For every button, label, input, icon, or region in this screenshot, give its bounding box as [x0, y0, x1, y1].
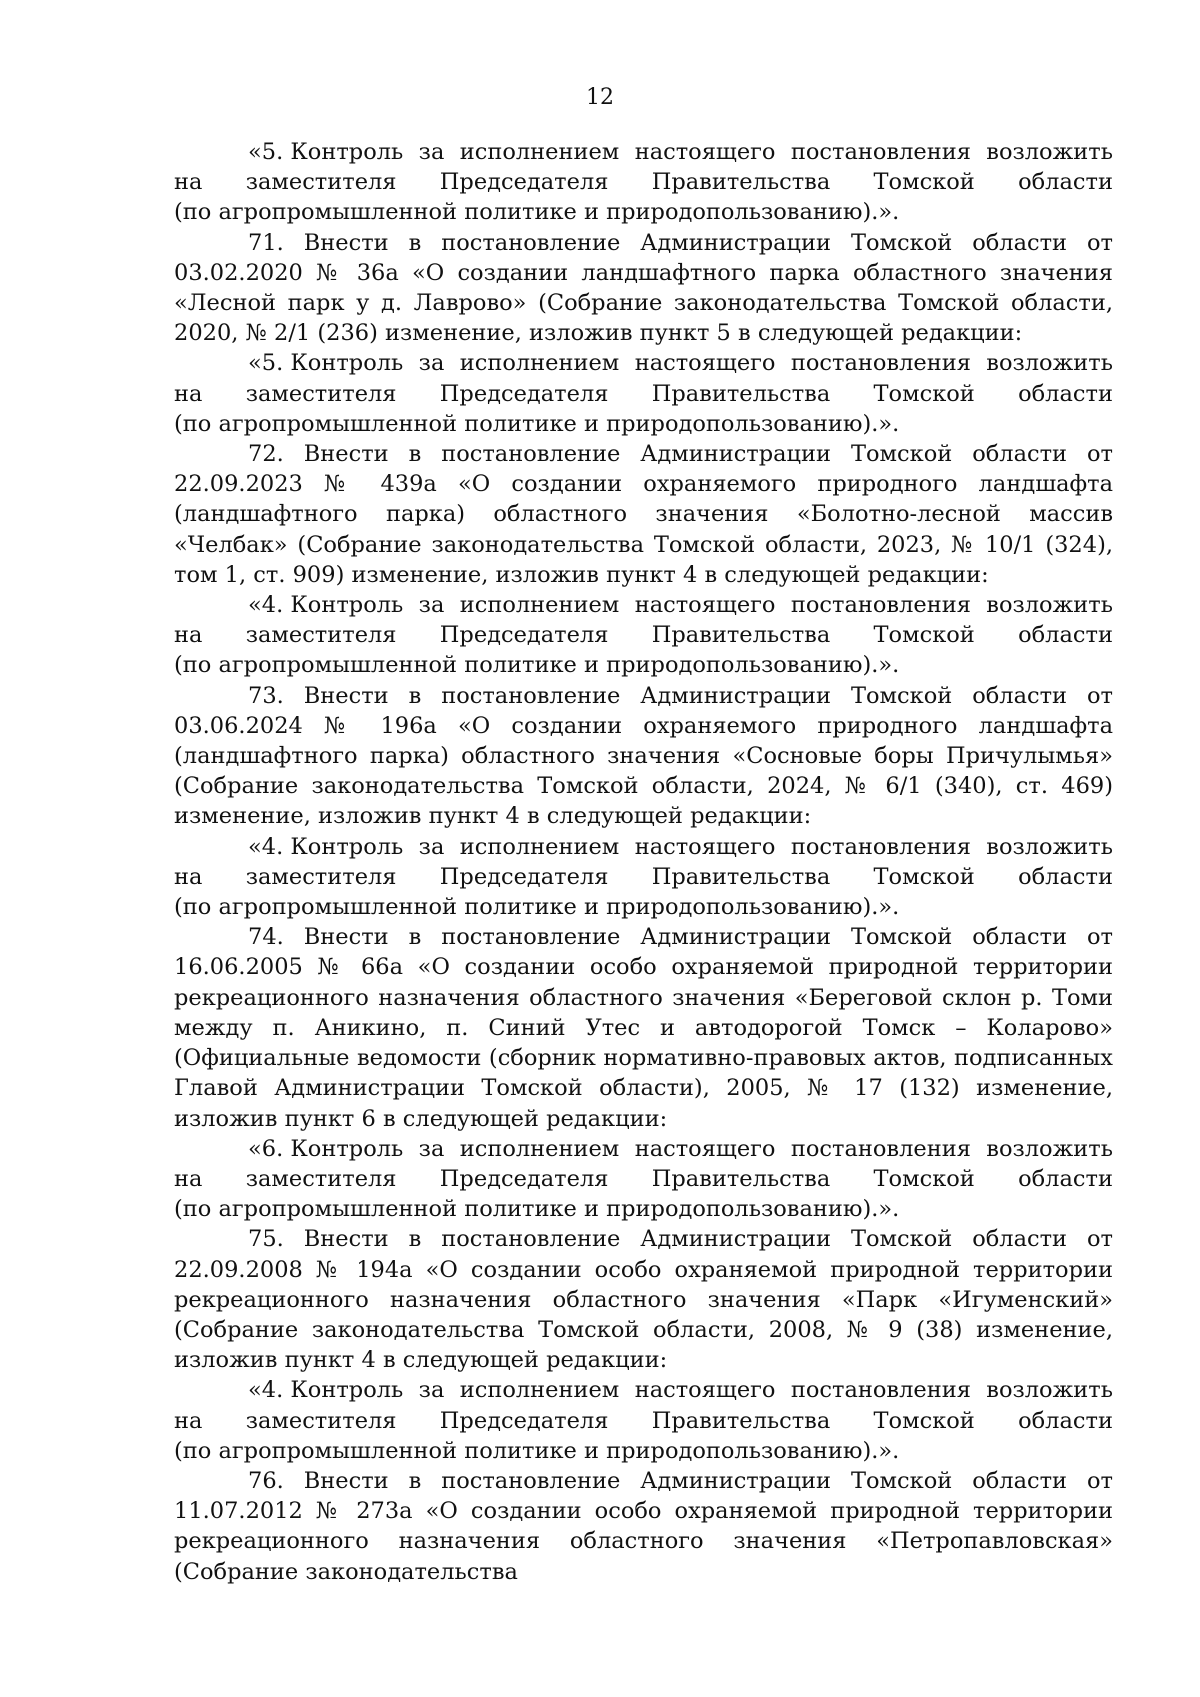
- quoted-clause: [174, 1134, 1113, 1225]
- quoted-clause-line2: [174, 1406, 1113, 1436]
- clause-word: настоящего: [634, 139, 776, 165]
- clause-word: «6. Контроль: [248, 1135, 404, 1162]
- clause-word: постановления: [790, 833, 971, 860]
- clause-word: Правительства: [651, 863, 831, 890]
- clause-word: постановления: [790, 592, 971, 619]
- clause-word: Томской: [873, 863, 975, 890]
- quoted-clause-line3: (по агропромышленной политике и природопользованию).».: [174, 410, 900, 437]
- clause-word: на: [174, 169, 203, 196]
- clause-word: возложить: [986, 592, 1113, 619]
- clause-word: Правительства: [651, 380, 831, 407]
- clause-word: Правительства: [651, 1407, 831, 1434]
- clause-word: «4. Контроль: [248, 592, 404, 619]
- quoted-clause: [174, 1375, 1113, 1466]
- amendment-paragraph: 73. Внести в постановление Администрации Томской области от 03.06.2024 № 196а «О создании охраняемого природного ландшафта (ландшафтного парка) областного значения «Сосновые боры Причулымья» (Собрание законодательства Томской области, 2024, № 6/1 (340), ст. 469) изменение, изложив пункт 4 в следующей редакции:: [174, 682, 1113, 830]
- quoted-clause-line3: (по агропромышленной политике и природопользованию).».: [174, 652, 900, 679]
- clause-word: за: [418, 592, 445, 619]
- clause-word: на: [174, 1407, 203, 1434]
- clause-word: за: [418, 833, 445, 860]
- quoted-clause-line2: [174, 862, 1113, 892]
- clause-word: на: [174, 622, 203, 649]
- clause-word: Томской: [873, 169, 975, 196]
- clause-word: исполнением: [459, 1135, 620, 1162]
- clause-word: Правительства: [651, 169, 831, 196]
- quoted-clause-line2: [174, 167, 1113, 197]
- quoted-clause-line2: [174, 1164, 1113, 1194]
- clause-word: Томской: [873, 380, 975, 407]
- clause-word: области: [1018, 380, 1113, 407]
- clause-word: Председателя: [439, 863, 609, 890]
- quoted-clause-line3: (по агропромышленной политике и природопользованию).».: [174, 1196, 900, 1223]
- clause-word: Председателя: [439, 169, 609, 196]
- clause-word: области: [1018, 863, 1113, 890]
- clause-word: «4. Контроль: [248, 1377, 404, 1404]
- quoted-clause-line1: [174, 832, 1113, 862]
- clause-word: области: [1018, 169, 1113, 196]
- quoted-clause: [174, 832, 1113, 923]
- clause-word: Председателя: [439, 380, 609, 407]
- clause-word: постановления: [790, 350, 971, 377]
- clause-word: исполнением: [459, 833, 620, 860]
- quoted-clause-line1: [174, 1375, 1113, 1405]
- clause-word: Томской: [873, 1407, 975, 1434]
- clause-word: за: [418, 139, 445, 165]
- quoted-clause-line3: (по агропромышленной политике и природопользованию).».: [174, 894, 900, 921]
- clause-word: Председателя: [439, 1407, 609, 1434]
- clause-word: за: [418, 1135, 445, 1162]
- clause-word: постановления: [790, 1377, 971, 1404]
- page-number: 12: [586, 85, 614, 110]
- clause-word: области: [1018, 622, 1113, 649]
- clause-word: возложить: [986, 1377, 1113, 1404]
- clause-word: «5. Контроль: [248, 350, 404, 377]
- clause-word: области: [1018, 1407, 1113, 1434]
- amendment-paragraph: 71. Внести в постановление Администрации Томской области от 03.02.2020 № 36а «О создании ландшафтного парка областного значения «Лесной парк у д. Лаврово» (Собрание законодательства Томской области, 2020, № 2/1 (236) изменение, изложив пункт 5 в следующей редакции:: [174, 229, 1113, 347]
- quoted-clause: [174, 590, 1113, 681]
- clause-word: заместителя: [245, 169, 397, 196]
- clause-word: настоящего: [634, 1377, 776, 1404]
- clause-word: настоящего: [634, 350, 776, 377]
- clause-word: заместителя: [245, 1407, 397, 1434]
- clause-word: заместителя: [245, 380, 397, 407]
- amendment-paragraph: 76. Внести в постановление Администрации Томской области от 11.07.2012 № 273а «О создании особо охраняемой природной территории рекреационного назначения областного значения «Петропавловская» (Собрание законодательства: [174, 1467, 1113, 1585]
- clause-word: исполнением: [459, 350, 620, 377]
- amendment-paragraph: 74. Внести в постановление Администрации Томской области от 16.06.2005 № 66а «О создании особо охраняемой природной территории рекреационного назначения областного значения «Береговой склон р. Томи между п. Аникино, п. Синий Утес и автодорогой Томск – Коларово» (Официальные ведомости (сборник нормативно-правовых актов, подписанных Главой Администрации Томской области), 2005, № 17 (132) изменение, изложив пункт 6 в следующей редакции:: [174, 924, 1113, 1132]
- clause-word: возложить: [986, 833, 1113, 860]
- clause-word: заместителя: [245, 863, 397, 890]
- clause-word: настоящего: [634, 592, 776, 619]
- clause-word: Томской: [873, 622, 975, 649]
- quoted-clause-line1: [174, 137, 1113, 167]
- clause-word: постановления: [790, 1135, 971, 1162]
- quoted-clause-line1: [174, 590, 1113, 620]
- document-body: [174, 137, 1113, 1587]
- quoted-clause-line1: [174, 348, 1113, 378]
- clause-word: за: [418, 1377, 445, 1404]
- quoted-clause: [174, 137, 1113, 228]
- clause-word: заместителя: [245, 1165, 397, 1192]
- clause-word: настоящего: [634, 1135, 776, 1162]
- clause-word: Правительства: [651, 622, 831, 649]
- clause-word: заместителя: [245, 622, 397, 649]
- clause-word: возложить: [986, 350, 1113, 377]
- quoted-clause-line3: (по агропромышленной политике и природопользованию).».: [174, 1437, 900, 1464]
- clause-word: «4. Контроль: [248, 833, 404, 860]
- amendment-paragraph: 72. Внести в постановление Администрации Томской области от 22.09.2023 № 439а «О создании охраняемого природного ландшафта (ландшафтного парка) областного значения «Болотно-лесной массив «Челбак» (Собрание законодательства Томской области, 2023, № 10/1 (324), том 1, ст. 909) изменение, изложив пункт 4 в следующей редакции:: [174, 441, 1113, 588]
- quoted-clause-line3: (по агропромышленной политике и природопользованию).».: [174, 199, 900, 226]
- clause-word: исполнением: [459, 592, 620, 619]
- amendment-paragraph: 75. Внести в постановление Администрации Томской области от 22.09.2008 № 194а «О создании особо охраняемой природной территории рекреационного назначения областного значения «Парк «Игуменский» (Собрание законодательства Томской области, 2008, № 9 (38) изменение, изложив пункт 4 в следующей редакции:: [174, 1226, 1113, 1374]
- clause-word: возложить: [986, 1135, 1113, 1162]
- quoted-clause-line1: [174, 1134, 1113, 1164]
- clause-word: исполнением: [459, 139, 620, 165]
- clause-word: возложить: [986, 139, 1113, 165]
- clause-word: на: [174, 1165, 203, 1192]
- clause-word: настоящего: [634, 833, 776, 860]
- quoted-clause-line2: [174, 379, 1113, 409]
- clause-word: «5. Контроль: [248, 139, 404, 165]
- clause-word: исполнением: [459, 1377, 620, 1404]
- quoted-clause: [174, 348, 1113, 439]
- clause-word: на: [174, 380, 203, 407]
- clause-word: постановления: [790, 139, 971, 165]
- clause-word: за: [418, 350, 445, 377]
- clause-word: Томской: [873, 1165, 975, 1192]
- clause-word: области: [1018, 1165, 1113, 1192]
- quoted-clause-line2: [174, 620, 1113, 650]
- clause-word: Правительства: [651, 1165, 831, 1192]
- clause-word: Председателя: [439, 622, 609, 649]
- clause-word: Председателя: [439, 1165, 609, 1192]
- clause-word: на: [174, 863, 203, 890]
